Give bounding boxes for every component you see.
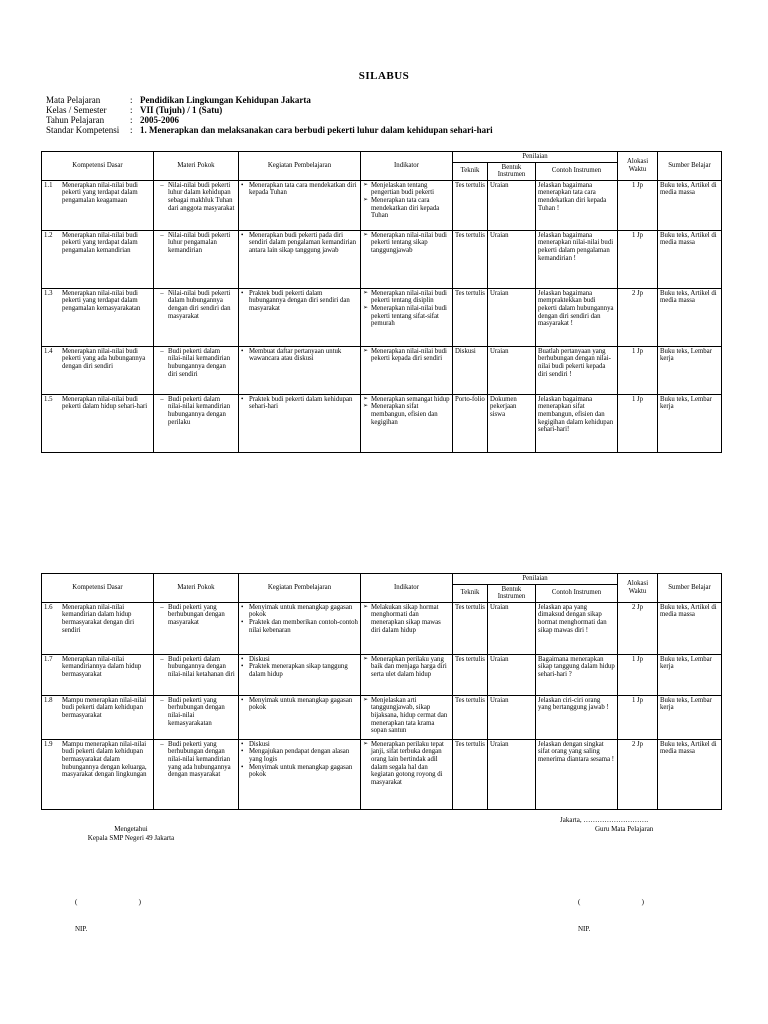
kegiatan-text: Praktek budi pekerti dalam hubungannya dengan diri sendiri dan masyarakat <box>249 289 350 312</box>
arrow-marker: ➢ <box>363 181 369 188</box>
cell-alokasi: 2 Jp <box>618 288 658 346</box>
kegiatan-text: Praktek budi pekerti dalam kehidupan sehari-hari <box>249 395 353 411</box>
cell-materi-pokok <box>154 654 239 695</box>
cell-contoh: Jelaskan bagaimana menerapkan sifat membangun, efisien dan kegigihan dalam kehidupan sehari-hari! <box>536 394 618 452</box>
document-title: SILABUS <box>358 70 410 82</box>
cell-bentuk: Uraian <box>488 739 536 809</box>
kd-text: Menerapkan nilai-nilai budi pekerti yang terdapat dalam pengamalan kemasyarakatan <box>62 289 141 312</box>
kegiatan-item <box>241 741 358 749</box>
kegiatan-text: Mengajukan pendapat dengan alasan yang logis <box>249 748 350 763</box>
meta-row <box>46 125 493 135</box>
kegiatan-item <box>241 232 358 255</box>
table-row <box>42 394 722 452</box>
meta-row <box>46 115 493 125</box>
table-2-body <box>42 602 722 809</box>
header-bentuk: Bentuk Instrumen <box>488 584 536 602</box>
cell-kompetensi-dasar <box>42 346 154 394</box>
meta-row <box>46 105 493 115</box>
indikator-text: Menjelaskan arti tanggungjawab, sikap bijaksana, hidup cermat dan menerapkan tata krama sopan santun <box>371 696 448 735</box>
header-penilaian: Penilaian <box>453 152 618 163</box>
cell-alokasi: 1 Jp <box>618 180 658 230</box>
kd-number: 1.3 <box>44 289 53 297</box>
bullet-marker: • <box>241 618 244 626</box>
kegiatan-item <box>241 697 358 712</box>
materi-item <box>156 182 236 212</box>
cell-indikator <box>361 288 453 346</box>
cell-kompetensi-dasar <box>42 695 154 739</box>
meta-value: 2005-2006 <box>140 115 179 125</box>
kegiatan-text: Diskusi <box>249 655 270 663</box>
cell-alokasi: 1 Jp <box>618 654 658 695</box>
header-sumber: Sumber Belajar <box>658 152 722 181</box>
cell-kompetensi-dasar <box>42 654 154 695</box>
cell-contoh: Jelaskan bagaimana menerapkan nilai-nilai budi pekerti dalam pengalaman kemandirian ! <box>536 230 618 288</box>
signature-right-line2: Guru Mata Pelajaran <box>595 825 654 833</box>
table-row <box>42 695 722 739</box>
kegiatan-text: Menerapkan budi pekerti pada diri sendiri dalam pengalaman kemandirian antara lain sikap tanggung jawab <box>249 231 357 254</box>
materi-item <box>156 290 236 320</box>
cell-bentuk: Uraian <box>488 695 536 739</box>
bullet-marker: • <box>241 663 244 671</box>
indikator-item <box>363 197 450 220</box>
header-teknik: Teknik <box>453 584 488 602</box>
kd-text: Mampu menerapkan nilai-nilai budi pekerti dalam kehidupan bermasyarakat <box>62 696 147 719</box>
header-indikator: Indikator <box>361 152 453 181</box>
cell-kegiatan <box>239 346 361 394</box>
cell-contoh: Jelaskan ciri-ciri orang yang bertanggung jawab ! <box>536 695 618 739</box>
materi-text: Budi pekerti dalam nilai-nilai kemandirian hubungannya dengan perilaku <box>168 395 231 426</box>
header-alokasi: Alokasi Waktu <box>618 152 658 181</box>
cell-indikator <box>361 695 453 739</box>
indikator-text: Menerapkan nilai-nilai budi pekerti tentang sikap tanggungjawab <box>371 231 447 254</box>
cell-kegiatan <box>239 602 361 654</box>
dash-marker: – <box>160 181 164 189</box>
cell-sumber: Buku teks, Artikel di media massa <box>658 180 722 230</box>
indikator-item <box>363 697 450 735</box>
materi-text: Nilai-nilai budi pekerti luhur dalam kehidupan sebagai makhluk Tuhan dari anggota masyarakat <box>168 181 235 212</box>
indikator-item <box>363 348 450 363</box>
bullet-marker: • <box>241 603 244 611</box>
indikator-text: Melakukan sikap hormat menghormati dan menerapkan sikap mawas diri dalam hidup <box>371 603 441 634</box>
header-indikator: Indikator <box>361 574 453 603</box>
kd-text: Menerapkan nilai-nilai budi pekerti dalam hidup sehari-hari <box>62 395 148 411</box>
meta-value: Pendidikan Lingkungan Kehidupan Jakarta <box>140 95 311 105</box>
cell-materi-pokok <box>154 180 239 230</box>
dash-marker: – <box>160 740 164 748</box>
cell-sumber: Buku teks, Lembar kerja <box>658 394 722 452</box>
header-materi-pokok: Materi Pokok <box>154 574 239 603</box>
indikator-item <box>363 182 450 197</box>
header-penilaian: Penilaian <box>453 574 618 585</box>
meta-colon: : <box>130 115 133 125</box>
header-kompetensi-dasar: Kompetensi Dasar <box>42 574 154 603</box>
kegiatan-text: Menyimak untuk menangkap gagasan pokok <box>249 696 353 712</box>
meta-key: Kelas / Semester <box>46 105 107 115</box>
cell-materi-pokok <box>154 394 239 452</box>
bullet-marker: • <box>241 655 244 663</box>
arrow-marker: ➢ <box>363 347 369 354</box>
indikator-text: Menerapkan semangat hidup <box>371 395 450 403</box>
signature-left-nip: NIP. <box>75 925 88 933</box>
table-row <box>42 739 722 809</box>
cell-indikator <box>361 230 453 288</box>
cell-contoh: Jelaskan bagaimana menerapkan tata cara mendekatkan diri kepada Tuhan ! <box>536 180 618 230</box>
kd-number: 1.9 <box>44 740 53 748</box>
cell-bentuk: Uraian <box>488 180 536 230</box>
header-contoh: Contoh Instrumen <box>536 584 618 602</box>
arrow-marker: ➢ <box>363 304 369 311</box>
cell-teknik: Diskusi <box>453 346 488 394</box>
cell-teknik: Tes tertulis <box>453 288 488 346</box>
kd-item <box>44 396 151 411</box>
signature-right-name <box>578 880 644 952</box>
signature-right-line1: Jakarta, ………………………. <box>560 816 649 824</box>
cell-sumber: Buku teks, Artikel di media massa <box>658 602 722 654</box>
meta-colon: : <box>130 105 133 115</box>
materi-item <box>156 656 236 679</box>
indikator-text: Menerapkan nilai-nilai budi pekerti tentang disiplin <box>371 289 447 305</box>
kd-number: 1.5 <box>44 395 53 403</box>
bullet-marker: • <box>241 748 244 756</box>
meta-block <box>46 95 493 135</box>
arrow-marker: ➢ <box>363 740 369 747</box>
arrow-marker: ➢ <box>363 403 369 410</box>
header-teknik: Teknik <box>453 162 488 180</box>
dash-marker: – <box>160 289 164 297</box>
kegiatan-text: Praktek menerapkan sikap tanggung dalam hidup <box>249 663 348 678</box>
kd-text: Menerapkan nilai-nilai kemandirian dalam hidup bermasyarakat dengan diri sendiri <box>62 603 135 634</box>
kegiatan-text: Diskusi <box>249 740 270 748</box>
kegiatan-item <box>241 604 358 619</box>
kd-item <box>44 604 151 634</box>
kd-number: 1.8 <box>44 696 53 704</box>
kegiatan-text: Praktek dan memberikan contoh-contoh nilai kebenaran <box>249 618 358 634</box>
indikator-item <box>363 741 450 787</box>
arrow-marker: ➢ <box>363 196 369 203</box>
materi-text: Budi pekerti dalam nilai-nilai kemandirian hubungannya dengan diri sendiri <box>168 347 231 378</box>
bullet-marker: • <box>241 395 244 403</box>
header-contoh: Contoh Instrumen <box>536 162 618 180</box>
meta-colon: : <box>130 125 133 135</box>
cell-sumber: Buku teks, Lembar kerja <box>658 695 722 739</box>
meta-key: Tahun Pelajaran <box>46 115 105 125</box>
kegiatan-item <box>241 396 358 411</box>
cell-kompetensi-dasar <box>42 739 154 809</box>
cell-teknik: Tes tertulis <box>453 695 488 739</box>
indikator-text: Menerapkan perilaku yang baik dan menjaga harga diri serta ulet dalam hidup <box>371 655 447 678</box>
kd-item <box>44 741 151 779</box>
kd-number: 1.7 <box>44 655 53 663</box>
cell-bentuk: Uraian <box>488 288 536 346</box>
cell-indikator <box>361 602 453 654</box>
cell-alokasi: 2 Jp <box>618 739 658 809</box>
cell-sumber: Buku teks, Lembar kerja <box>658 346 722 394</box>
bullet-marker: • <box>241 181 244 189</box>
cell-bentuk: Uraian <box>488 654 536 695</box>
kd-item <box>44 656 151 679</box>
signature-right-paren: ( ) <box>578 898 644 906</box>
indikator-item <box>363 656 450 679</box>
kd-text: Mampu menerapkan nilai-nilai budi pekerti dalam kehidupan bermasyarakat dalam hubungannya dengan keluarga, masyarakat dengan lingkungan <box>62 740 147 779</box>
header-alokasi: Alokasi Waktu <box>618 574 658 603</box>
indikator-item <box>363 396 450 404</box>
kd-text: Menerapkan nilai-nilai budi pekerti yang ada hubungannya dengan diri sendiri <box>62 347 146 370</box>
cell-sumber: Buku teks, Lembar kerja <box>658 654 722 695</box>
cell-indikator <box>361 654 453 695</box>
table-1-body <box>42 180 722 452</box>
cell-kompetensi-dasar <box>42 180 154 230</box>
dash-marker: – <box>160 231 164 239</box>
indikator-text: Menerapkan sifat membangun, efisien dan kegigihan <box>371 403 438 426</box>
kegiatan-text: Menerapkan tata cara mendekatkan diri kepada Tuhan <box>249 181 357 197</box>
indikator-item <box>363 305 450 328</box>
cell-indikator <box>361 739 453 809</box>
cell-alokasi: 2 Jp <box>618 602 658 654</box>
cell-kegiatan <box>239 695 361 739</box>
meta-value: 1. Menerapkan dan melaksanakan cara berbudi pekerti luhur dalam kehidupan sehari-hari <box>140 125 493 135</box>
signature-left <box>75 825 187 843</box>
header-bentuk: Bentuk Instrumen <box>488 162 536 180</box>
cell-alokasi: 1 Jp <box>618 230 658 288</box>
kd-item <box>44 697 151 720</box>
cell-alokasi: 1 Jp <box>618 695 658 739</box>
kegiatan-text: Menyimak untuk menangkap gagasan pokok <box>249 763 353 779</box>
table-row <box>42 288 722 346</box>
bullet-marker: • <box>241 696 244 704</box>
cell-teknik: Porto-folio <box>453 394 488 452</box>
dash-marker: – <box>160 655 164 663</box>
cell-indikator <box>361 180 453 230</box>
materi-item <box>156 697 236 727</box>
cell-teknik: Tes tertulis <box>453 654 488 695</box>
materi-text: Nilai-nilai budi pekerti luhur pengamalan kemandirian <box>168 231 231 254</box>
cell-sumber: Buku teks, Artikel di media massa <box>658 739 722 809</box>
kegiatan-item <box>241 619 358 634</box>
kegiatan-item <box>241 764 358 779</box>
cell-materi-pokok <box>154 346 239 394</box>
indikator-item <box>363 290 450 305</box>
cell-materi-pokok <box>154 739 239 809</box>
cell-contoh: Buatlah pertanyaan yang berhubungan dengan nilai-nilai budi pekerti kepada diri sendiri ! <box>536 346 618 394</box>
cell-kompetensi-dasar <box>42 394 154 452</box>
kd-number: 1.2 <box>44 231 53 239</box>
cell-bentuk: Uraian <box>488 230 536 288</box>
materi-item <box>156 396 236 426</box>
meta-colon: : <box>130 95 133 105</box>
materi-text: Budi pekerti dalam hubungannya dengan nilai-nilai ketahanan diri <box>168 655 235 678</box>
indikator-text: Menerapkan nilai-nilai budi pekerti tentang sifat-sifat pemurah <box>371 304 447 328</box>
cell-bentuk: Uraian <box>488 346 536 394</box>
materi-item <box>156 741 236 779</box>
cell-alokasi: 1 Jp <box>618 394 658 452</box>
signature-left-name <box>75 880 141 952</box>
kd-text: Menerapkan nilai-nilai budi pekerti yang terdapat dalam pengamalan keagamaan <box>62 181 138 204</box>
dash-marker: – <box>160 395 164 403</box>
cell-alokasi: 1 Jp <box>618 346 658 394</box>
cell-teknik: Tes tertulis <box>453 602 488 654</box>
indikator-item <box>363 604 450 634</box>
cell-sumber: Buku teks, Artikel di media massa <box>658 230 722 288</box>
arrow-marker: ➢ <box>363 289 369 296</box>
kegiatan-text: Membuat daftar pertanyaan untuk wawancara atau diskusi <box>249 347 342 363</box>
cell-materi-pokok <box>154 288 239 346</box>
cell-kegiatan <box>239 288 361 346</box>
arrow-marker: ➢ <box>363 603 369 610</box>
meta-key: Standar Kompetensi <box>46 125 120 135</box>
signature-right <box>560 816 710 834</box>
arrow-marker: ➢ <box>363 655 369 662</box>
cell-contoh: Bagaimana menerapkan sikap tanggung dalam hidup sehari-hari ? <box>536 654 618 695</box>
indikator-item <box>363 232 450 255</box>
header-kegiatan: Kegiatan Pembelajaran <box>239 152 361 181</box>
kegiatan-text: Menyimak untuk menangkap gagasan pokok <box>249 603 353 619</box>
kd-item <box>44 232 151 255</box>
bullet-marker: • <box>241 231 244 239</box>
materi-text: Budi pekerti yang berhubungan dengan nilai-nilai kemandirian yang ada hubungannya dengan masyarakat <box>168 740 231 779</box>
kegiatan-item <box>241 290 358 313</box>
kd-number: 1.6 <box>44 603 53 611</box>
meta-row <box>46 95 493 105</box>
indikator-text: Menerapkan tata cara mendekatkan diri kepada Tuhan <box>371 196 440 220</box>
kd-text: Menerapkan nilai-nilai budi pekerti yang terdapat dalam pengamalan kemandirian <box>62 231 138 254</box>
indikator-item <box>363 403 450 426</box>
kd-item <box>44 290 151 313</box>
header-sumber: Sumber Belajar <box>658 574 722 603</box>
cell-sumber: Buku teks, Artikel di media massa <box>658 288 722 346</box>
bullet-marker: • <box>241 763 244 771</box>
materi-item <box>156 604 236 627</box>
signature-left-paren: ( ) <box>75 898 141 906</box>
header-kompetensi-dasar: Kompetensi Dasar <box>42 152 154 181</box>
dash-marker: – <box>160 347 164 355</box>
arrow-marker: ➢ <box>363 231 369 238</box>
meta-value: VII (Tujuh) / 1 (Satu) <box>140 105 223 115</box>
materi-text: Nilai-nilai budi pekerti dalam hubungannya dengan diri sendiri dan masyarakat <box>168 289 231 320</box>
table-row <box>42 230 722 288</box>
kegiatan-item <box>241 348 358 363</box>
cell-teknik: Tes tertulis <box>453 739 488 809</box>
cell-teknik: Tes tertulis <box>453 180 488 230</box>
cell-kegiatan <box>239 230 361 288</box>
syllabus-table-1 <box>41 151 722 453</box>
cell-kompetensi-dasar <box>42 230 154 288</box>
cell-kegiatan <box>239 739 361 809</box>
header-materi-pokok: Materi Pokok <box>154 152 239 181</box>
kd-item <box>44 182 151 205</box>
table-row <box>42 180 722 230</box>
indikator-text: Menerapkan perilaku tepat janji, sifat terbuka dengan orang lain bertindak adil dalam segala hal dan kegiatan gotong royong di masyarakat <box>371 740 444 786</box>
cell-bentuk: Dokumen pekerjaan siswa <box>488 394 536 452</box>
signature-right-nip: NIP. <box>578 925 591 933</box>
kegiatan-item <box>241 748 358 763</box>
table-row <box>42 654 722 695</box>
kegiatan-item <box>241 656 358 664</box>
bullet-marker: • <box>241 347 244 355</box>
cell-contoh: Jelaskan bagaimana mempraktekkan budi pekerti dalam hubungannya dengan diri sendiri dan masyarakat ! <box>536 288 618 346</box>
dash-marker: – <box>160 696 164 704</box>
indikator-text: Menerapkan nilai-nilai budi pekerti kepada diri sendiri <box>371 347 447 363</box>
indikator-text: Menjelaskan tentang pengertian budi pekerti <box>371 181 435 197</box>
cell-bentuk: Uraian <box>488 602 536 654</box>
cell-materi-pokok <box>154 230 239 288</box>
cell-teknik: Tes tertulis <box>453 230 488 288</box>
cell-materi-pokok <box>154 602 239 654</box>
table-row <box>42 346 722 394</box>
kd-number: 1.1 <box>44 181 53 189</box>
cell-contoh: Jelaskan apa yang dimaksud dengan sikap hormat menghormati dan sikap mawas diri ! <box>536 602 618 654</box>
table-row <box>42 602 722 654</box>
materi-item <box>156 232 236 255</box>
arrow-marker: ➢ <box>363 395 369 402</box>
kd-number: 1.4 <box>44 347 53 355</box>
materi-text: Budi pekerti yang berhubungan dengan nilai-nilai kemasyarakatan <box>168 696 225 727</box>
cell-materi-pokok <box>154 695 239 739</box>
kegiatan-item <box>241 182 358 197</box>
cell-kompetensi-dasar <box>42 602 154 654</box>
cell-kegiatan <box>239 654 361 695</box>
cell-indikator <box>361 346 453 394</box>
bullet-marker: • <box>241 289 244 297</box>
cell-indikator <box>361 394 453 452</box>
materi-text: Budi pekerti yang berhubungan dengan masyarakat <box>168 603 225 626</box>
materi-item <box>156 348 236 378</box>
cell-kegiatan <box>239 180 361 230</box>
signature-left-line1: Mengetahui <box>114 825 148 833</box>
arrow-marker: ➢ <box>363 696 369 703</box>
kd-item <box>44 348 151 371</box>
cell-kompetensi-dasar <box>42 288 154 346</box>
cell-contoh: Jelaskan dengan singkat sifat orang yang saling menerima diantara sesama ! <box>536 739 618 809</box>
kd-text: Menerapkan nilai-nilai kemandiriannya dalam hidup bermasyarakat <box>62 655 142 678</box>
meta-key: Mata Pelajaran <box>46 95 101 105</box>
signature-left-line2: Kepala SMP Negeri 49 Jakarta <box>87 834 175 842</box>
dash-marker: – <box>160 603 164 611</box>
header-kegiatan: Kegiatan Pembelajaran <box>239 574 361 603</box>
bullet-marker: • <box>241 740 244 748</box>
cell-kegiatan <box>239 394 361 452</box>
kegiatan-item <box>241 663 358 678</box>
syllabus-table-2 <box>41 573 722 810</box>
